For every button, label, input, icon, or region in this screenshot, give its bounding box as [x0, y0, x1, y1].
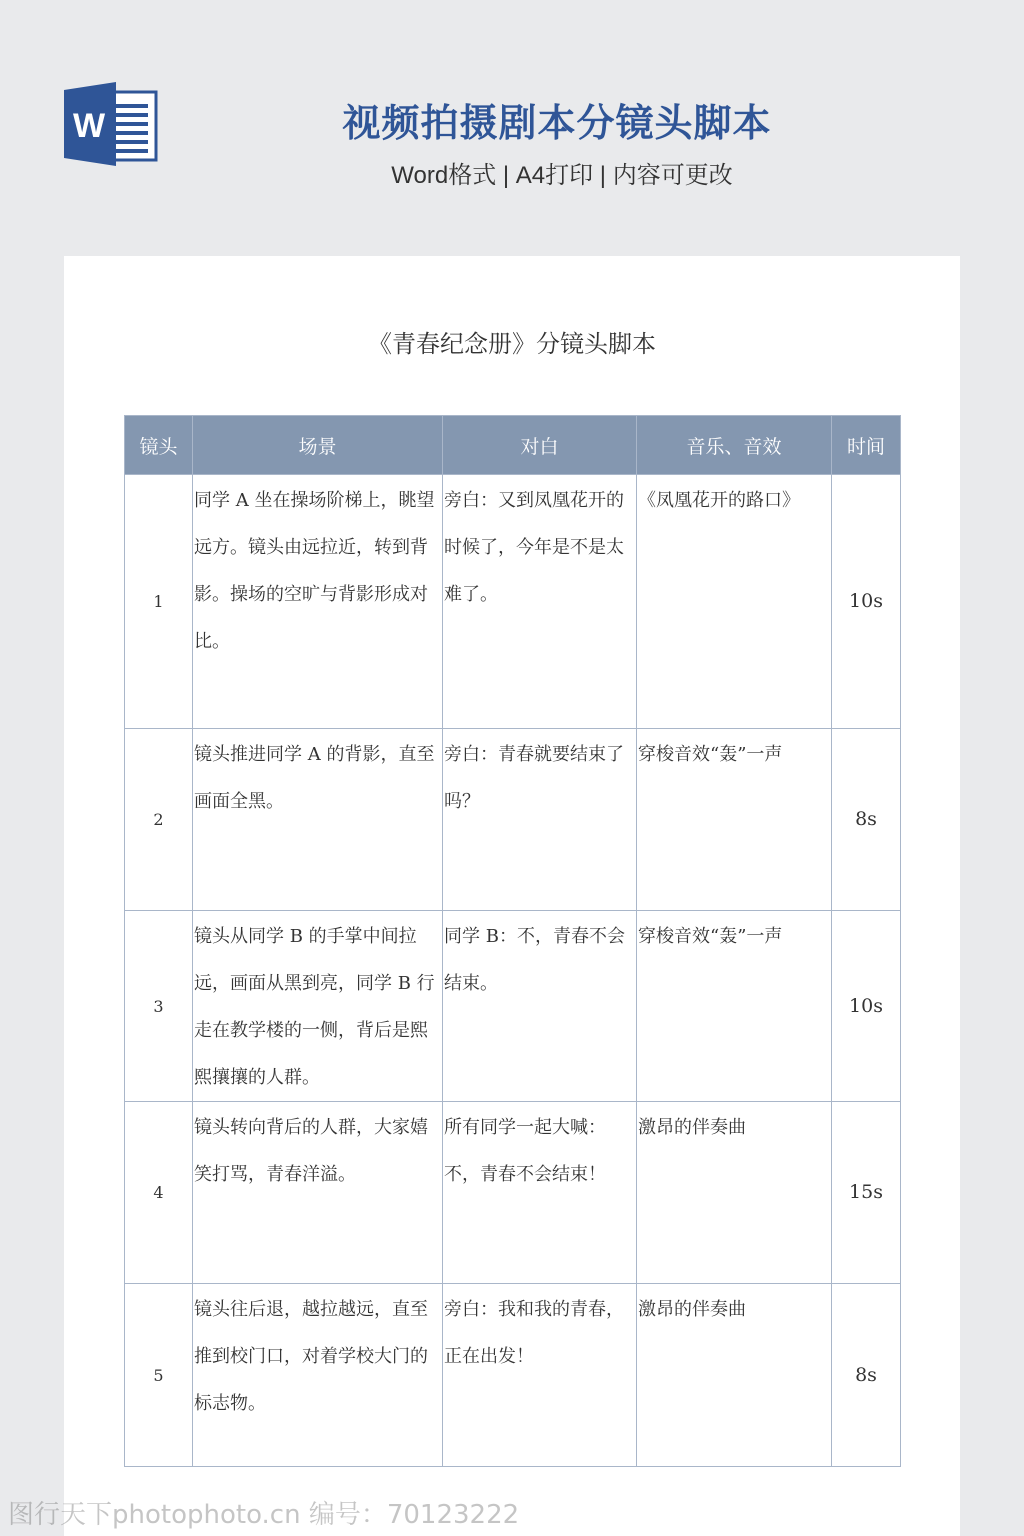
table-row	[125, 911, 901, 1102]
table-row	[125, 1284, 901, 1467]
header	[0, 0, 1024, 256]
column-header-shot: 镜头	[125, 416, 193, 475]
shot-number: 2	[125, 729, 193, 911]
dialogue-cell: 旁白：又到凤凰花开的时候了，今年是不是太难了。	[443, 475, 637, 729]
table-row	[125, 1102, 901, 1284]
time-cell: 10s	[832, 475, 901, 729]
page-subtitle: Word格式 | A4打印 | 内容可更改	[391, 162, 733, 189]
table-row	[125, 729, 901, 911]
dialogue-cell: 旁白：我和我的青春，正在出发！	[443, 1284, 637, 1467]
dialogue-cell: 所有同学一起大喊：不，青春不会结束！	[443, 1102, 637, 1284]
time-cell: 15s	[832, 1102, 901, 1284]
scene-cell: 镜头从同学 B 的手掌中间拉远，画面从黑到亮，同学 B 行走在教学楼的一侧，背后是熙熙攘攘的人群。	[193, 911, 443, 1102]
shot-number: 1	[125, 475, 193, 729]
storyboard-table	[124, 415, 901, 1467]
document-page	[64, 256, 960, 1536]
document-title: 《青春纪念册》分镜头脚本	[368, 330, 656, 358]
scene-cell: 镜头往后退，越拉越远，直至推到校门口，对着学校大门的标志物。	[193, 1284, 443, 1467]
shot-number: 3	[125, 911, 193, 1102]
column-header-time: 时间	[832, 416, 901, 475]
column-header-dialogue: 对白	[443, 416, 637, 475]
scene-cell: 同学 A 坐在操场阶梯上，眺望远方。镜头由远拉近，转到背影。操场的空旷与背影形成对比。	[193, 475, 443, 729]
time-cell: 8s	[832, 729, 901, 911]
watermark: 图行天下photophoto.cn 编号：70123222	[8, 1500, 520, 1530]
scene-cell: 镜头推进同学 A 的背影，直至画面全黑。	[193, 729, 443, 911]
table-header-row	[125, 416, 901, 475]
music-cell: 穿梭音效“轰”一声	[637, 729, 832, 911]
shot-number: 4	[125, 1102, 193, 1284]
shot-number: 5	[125, 1284, 193, 1467]
table-row	[125, 475, 901, 729]
logo-letter: W	[72, 107, 106, 145]
column-header-music: 音乐、音效	[637, 416, 832, 475]
music-cell: 穿梭音效“轰”一声	[637, 911, 832, 1102]
dialogue-cell: 同学 B：不，青春不会结束。	[443, 911, 637, 1102]
page-title: 视频拍摄剧本分镜头脚本	[342, 101, 772, 145]
music-cell: 激昂的伴奏曲	[637, 1284, 832, 1467]
time-cell: 8s	[832, 1284, 901, 1467]
music-cell: 激昂的伴奏曲	[637, 1102, 832, 1284]
scene-cell: 镜头转向背后的人群，大家嬉笑打骂，青春洋溢。	[193, 1102, 443, 1284]
column-header-scene: 场景	[193, 416, 443, 475]
time-cell: 10s	[832, 911, 901, 1102]
music-cell: 《凤凰花开的路口》	[637, 475, 832, 729]
dialogue-cell: 旁白：青春就要结束了吗？	[443, 729, 637, 911]
